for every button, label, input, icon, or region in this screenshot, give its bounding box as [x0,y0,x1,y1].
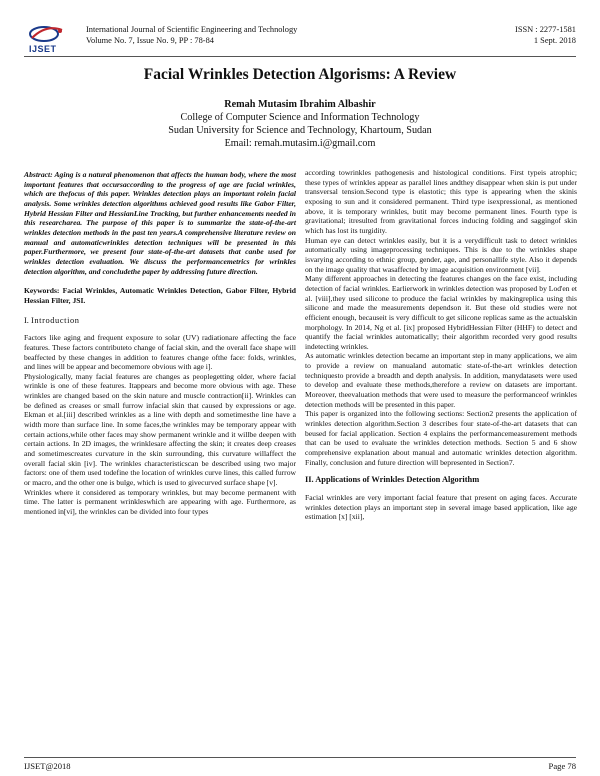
page-number: Page 78 [548,761,576,771]
author-email[interactable]: Email: remah.mutasim.i@gmail.com [224,138,376,149]
paper-title: Facial Wrinkles Detection Algorisms: A Review [143,66,457,83]
footer-copyright: IJSET@2018 [24,761,71,771]
header-divider [24,56,576,57]
section-heading-introduction [24,316,296,326]
paragraph: This paper is organized into the following sections: Section2 presents the application of wrinkles detection algorithm.Section 3 describes four state-of-the-art datasets that can beused for facial application. Section 4 explains the performancemeasurement methods that can be used to evaluate the wrinkles detection methods. Section 5 and 6 show comprehensive explanation about manual and automatic wrinkles detection algorithm. Finally, conclusion and future direction will bepresented in Section7. [305,409,577,467]
paragraph: As automatic wrinkles detection became an important step in many applications, we aim to provide a review on manualand automatic state-of-the-art wrinkles detection techniquesto provide a breadth and depth analysis. In addition, manydatasets were used to develop and evaluate these methods,therefore a review on datasets are important. Moreover, theevaluation methods that were used to measure the performanceof wrinkles detection methods will be presented in this paper. [305,351,577,409]
right-column [305,168,577,522]
affiliation-college: College of Computer Science and Information Technology [180,112,420,123]
author-block [24,98,576,150]
footer-divider [24,757,576,758]
issn-info [515,24,576,46]
paragraph: Many different approaches in detecting the features changes on the face exist, including detection of facial wrinkles. Earlierwork in wrinkles detection was proposed by Lod'en et al. [viii],they used silicone to produce the facial wrinkles by makingreplica using this silicone and made the measurements dependson it. But these old studies were not efficient enough, becauseit is very difficult to get silicone replicas same as the actualskin morphology. In 2014, Ng et al. [ix] proposed HybridHessian Filter (HHF) to detect and quantify the facial wrinkles automatically; their algorithm recorded very good results indetecting wrinkles. [305,274,577,351]
publication-date: 1 Sept. 2018 [533,36,576,45]
abstract: Abstract: Aging is a natural phenomenon that affects the human body, where the most important features that occursaccording to the progress of age are facial wrinkles, which are thefocus of this paper. Wrinkles detection plays an important rolein facial analysis. Some wrinkles detection algorithms achieved good results like Gabor Filter, Hybrid Hessian Filter and HessianLine Tracking, but further enhancements needed in this researcharea. The purpose of this paper is to summarize the state-of-the-art wrinkles detection methods in the past ten years.A comprehensive literature review on manual and automaticwrinkles detection techniques will be presented in this paper.Furthermore, we present four state-of-the-art datasets that canbe used for wrinkles detection evaluation. We discuss the performancemetrics for wrinkles detection algorithm, and concludethe paper by addressing future direction. [24,170,296,276]
keywords: Keywords: Facial Wrinkles, Automatic Wrinkles Detection, Gabor Filter, Hybrid Hessian Filter, JSI. [24,286,296,305]
journal-info [86,24,297,46]
paragraph: according towrinkles pathogenesis and histological conditions. First typeis atrophic; these types of wrinkles appear as parallel lines andthey disappear when skin is put under transversal tension.Second type is elastotic; this type is appearing when the skinis exposing to sun and it considered permanent. Third type isexpressional, as mentioned above, it is temporary wrinkles, butit may become permanent lines. Fourth type is gravitational; itresulted from gravitational forces inducing folding and saggingof skin which has lost its turgidity. [305,168,577,235]
volume-line: Volume No. 7, Issue No. 9, PP : 78-84 [86,36,214,45]
author-name: Remah Mutasim Ibrahim Albashir [224,99,376,110]
paragraph: Wrinkles where it considered as temporary wrinkles, but may become permanent with time. The latter is permanent wrinkleswhich are appearing with age. Furthermore, as mentioned in[vi], the wrinkles can be divided into four types [24,487,296,516]
section-number: I. [24,315,29,325]
paragraph: Human eye can detect wrinkles easily, but it is a verydifficult task to detect wrinkles automatically using imageprocessing techniques. This is due to the wrinkles shape isvarying according to ethnic group, gender, age, and personallife style. Also it depends on the image quality that wasaffected by image acquisition environment [vii]. [305,235,577,274]
paragraph: Physiologically, many facial features are changes as peoplegetting older, where facial wrinkle is one of these features. Itappears and become more obvious with age. These wrinkles are changed based on the skin nature and muscle contraction[ii]. Wrinkles can be defined as creases or small furrow infacial skin that caused by expressions or age. Ekman et al.[iii] described wrinkles as a line with depth and sometimesthe line have a width more than surface line. In some faces,the wrinkles may be temporary appear with certain actions,while other faces may show permanent wrinkle and it willbe deepen with certain actions. In 2D images, the wrinklesare affecting the skin; it creates deep creases and sometimescreates curvature in the skin surrounding, this curvature willaffect the overall facial skin [iv]. The wrinkles characteristicscan be described using two major factors: one of them used todefine the location of wrinkles curve lines, this called furrow or macro, and the other one is bulge, which is used to givecurved surface shape [v]. [24,371,296,488]
logo-text: IJSET [29,44,57,54]
affiliation-university: Sudan University for Science and Technology, Khartoum, Sudan [168,125,432,136]
journal-name: International Journal of Scientific Engineering and Technology [86,25,298,34]
logo-swoosh-icon [24,22,72,46]
paragraph: Facial wrinkles are very important facial feature that present on aging faces. Accurate wrinkles detection plays an important step in several image based application, like age estimation [x] [xii], [305,493,577,522]
paragraph: Factors like aging and frequent exposure to solar (UV) radiationare affecting the face features. These factors contributeto change of facial skin, and the overall face shape will beaffected by these changes in addition to features change ofthe face: folds, wrinkles, and lines will be appear and becomemore obvious with age i]. [24,333,296,372]
left-column [24,170,296,517]
section-heading-applications: II. Applications of Wrinkles Detection Algorithm [305,475,480,485]
page-header [24,22,576,58]
section-label: Introduction [30,315,80,325]
journal-logo [24,22,72,58]
issn: ISSN : 2277-1581 [515,25,576,34]
